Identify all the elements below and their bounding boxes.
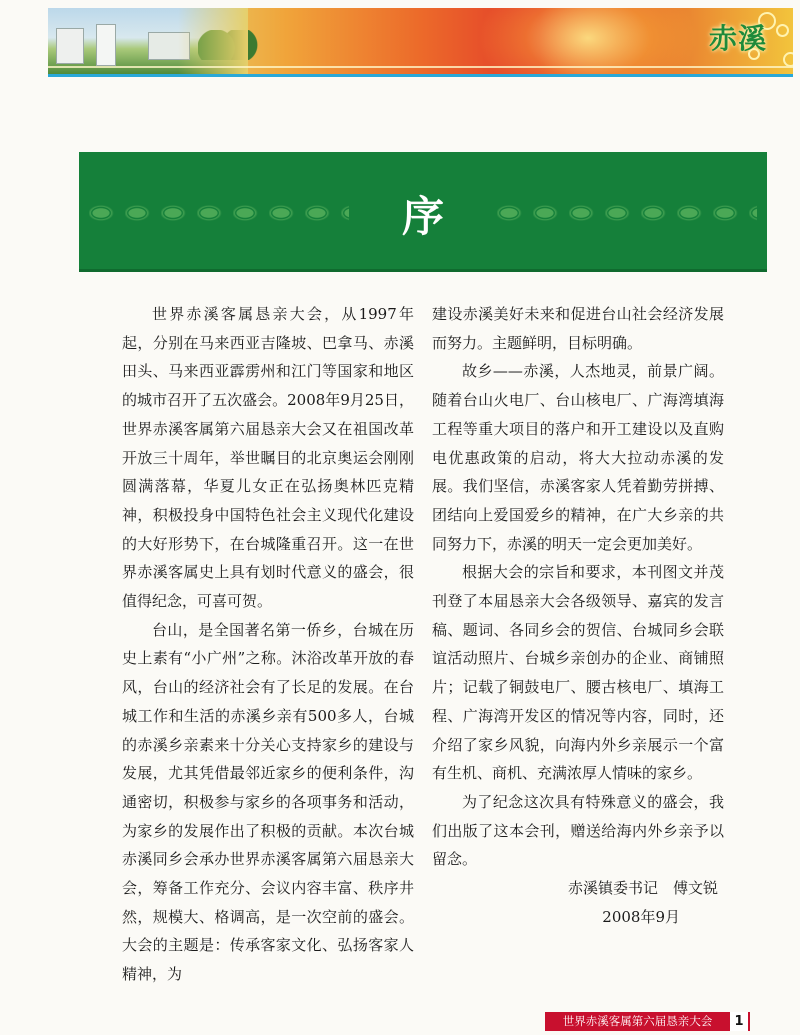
page-number: 1 [730, 1012, 748, 1031]
paragraph: 根据大会的宗旨和要求，本刊图文并茂刊登了本届恳亲大会各级领导、嘉宾的发言稿、题词、各同乡会的贺信、台城同乡会联谊活动照片、台城乡亲创办的企业、商铺照片；记载了铜鼓电厂、腰古核电厂、填海工程、广海湾开发区的情况等内容，同时，还介绍了家乡风貌，向海内外乡亲展示一个富有生机、商机、充满浓厚人情味的家乡。 [432, 563, 724, 783]
footer-title: 世界赤溪客属第六届恳亲大会 [562, 1014, 713, 1028]
paragraph: 故乡——赤溪，人杰地灵，前景广阔。随着台山火电厂、台山核电厂、广海湾填海工程等重大项目的落户和开工建设以及直购电优惠政策的启动，将大大拉动赤溪的发展。我们坚信，赤溪客家人凭着勤劳拼搏、团结向上爱国爱乡的精神，在广大乡亲的共同努力下，赤溪的明天一定会更加美好。 [432, 362, 724, 553]
paragraph: 世界赤溪客属恳亲大会，从1997年起，分别在马来西亚吉隆坡、巴拿马、赤溪田头、马来西亚霹雳州和江门等国家和地区的城市召开了五次盛会。2008年9月25日，世界赤溪客属第六届恳亲大会又在祖国改革开放三十周年，举世瞩目的北京奥运会刚刚圆满落幕，华夏儿女正在弘扬奥林匹克精神，积极投身中国特色社会主义现代化建设的大好形势下，在台城隆重召开。这一在世界赤溪客属史上具有划时代意义的盛会，很值得纪念，可喜可贺。 [122, 305, 414, 611]
brand-logo: 赤溪 [708, 22, 767, 55]
gate-pillar-left [56, 28, 84, 64]
bubble-decoration [783, 52, 793, 67]
footer-bar [545, 1012, 750, 1031]
paragraph: 为了纪念这次具有特殊意义的盛会，我们出版了这本会刊，赠送给海内外乡亲予以留念。 [432, 792, 724, 869]
date: 2008年9月 [602, 907, 680, 926]
paragraph: 台山，是全国著名第一侨乡，台城在历史上素有“小广州”之称。沐浴改革开放的春风，台山的经济社会有了长足的发展。在台城工作和生活的赤溪乡亲有500多人，台城的赤溪乡亲素来十分关心支持家乡的建设与发展，尤其凭借最邻近家乡的便利条件，沟通密切，积极参与家乡的各项事务和活动，为家乡的发展作出了积极的贡献。本次台城赤溪同乡会承办世界赤溪客属第六届恳亲大会，筹备工作充分、会议内容丰富、秩序井然，规模大、格调高，是一次空前的盛会。大会的主题是：传承客家文化、弘扬客家人精神，为 [122, 620, 414, 984]
banner-photo [48, 8, 248, 74]
text-column-left [122, 300, 414, 989]
header-banner [48, 8, 793, 74]
signature: 赤溪镇委书记 傅文锐 [567, 879, 718, 898]
paragraph: 建设赤溪美好未来和促进台山社会经济发展而努力。主题鲜明，目标明确。 [432, 305, 724, 352]
page-title: 序 [401, 192, 444, 241]
bubble-decoration [776, 24, 789, 37]
banner-divider [48, 74, 793, 77]
title-band [79, 152, 767, 272]
gate-pillar-center [96, 24, 116, 66]
text-column-right [432, 300, 724, 931]
